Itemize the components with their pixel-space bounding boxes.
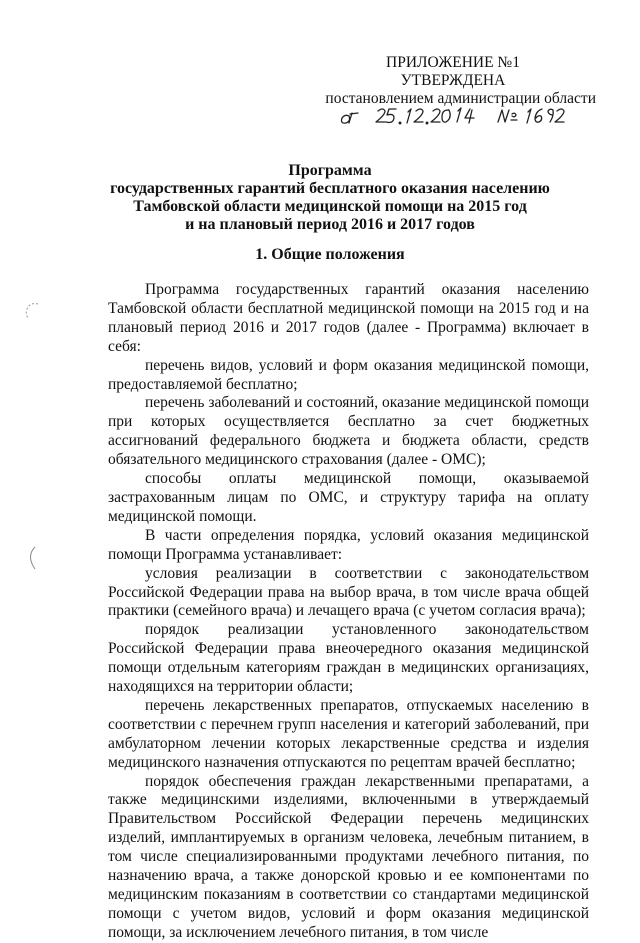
paragraph: В части определения порядка, условий оказания медицинской помощи Программа устанавливает: (108, 526, 589, 563)
resolution-line: постановлением администрации области (325, 90, 596, 107)
title-line: Программа (288, 162, 372, 179)
document-body (108, 281, 589, 943)
approval-block (318, 54, 596, 108)
scan-margin-mark (24, 545, 38, 571)
title-line: государственных гарантий бесплатного оказания населению (110, 180, 550, 197)
paragraph: Программа государственных гарантий оказания населению Тамбовской области бесплатной медицинской помощи на 2015 год и на плановый период 2016 и 2017 годов (далее - Программа) включает в себя: (108, 281, 589, 355)
paragraph: перечень видов, условий и форм оказания медицинской помощи, предоставляемой бесплатно; (108, 356, 589, 393)
appendix-number: ПРИЛОЖЕНИЕ №1 (386, 54, 520, 71)
paragraph: способы оплаты медицинской помощи, оказываемой застрахованным лицам по ОМС, и структуру тарифа на оплату медицинской помощи. (108, 470, 589, 525)
section-heading: 1. Общие положения (255, 246, 405, 263)
handwritten-date-signature (338, 102, 568, 128)
paragraph: условия реализации в соответствии с законодательством Российской Федерации права на выбор врача, в том числе врача общей практики (семейного врача) и лечащего врача (с учетом согласия врача); (108, 564, 589, 620)
title-line: Тамбовской области медицинской помощи на 2015 год (133, 198, 527, 215)
paragraph: перечень лекарственных препаратов, отпускаемых населению в соответствии с перечнем групп населения и категорий заболеваний, при амбулаторном лечении которых лекарственные средства и изделия медицинского назначения отпускаются по рецептам врачей бесплатно; (108, 696, 589, 771)
paragraph: перечень заболеваний и состояний, оказание медицинской помощи при которых осуществляется бесплатно за счет бюджетных ассигнований федерального бюджета и бюджета области, средств обязательного медицинского страхования (далее - ОМС); (108, 394, 589, 469)
title-line: и на плановый период 2016 и 2017 годов (185, 216, 475, 233)
paragraph: порядок обеспечения граждан лекарственными препаратами, а также медицинскими изделиями, включенными в утверждаемый Правительством Российской Федерации перечень медицинских изделий, имплантируемых в организм человека, лечебным питанием, в том числе специализированными продуктами лечебного питания, по назначению врача, а также донорской кровью и ее компонентами по медицинским показаниям в соответствии со стандартами медицинской помощи с учетом видов, условий и форм оказания медицинской помощи, за исключением лечебного питания, в том числе (108, 772, 589, 941)
scan-margin-mark (22, 300, 42, 322)
program-title (60, 162, 600, 234)
approved-label: УТВЕРЖДЕНА (400, 72, 506, 89)
paragraph: порядок реализации установленного законодательством Российской Федерации права внеочередного оказания медицинской помощи отдельным категориям граждан в медицинских организациях, находящихся на территории области; (108, 621, 589, 696)
